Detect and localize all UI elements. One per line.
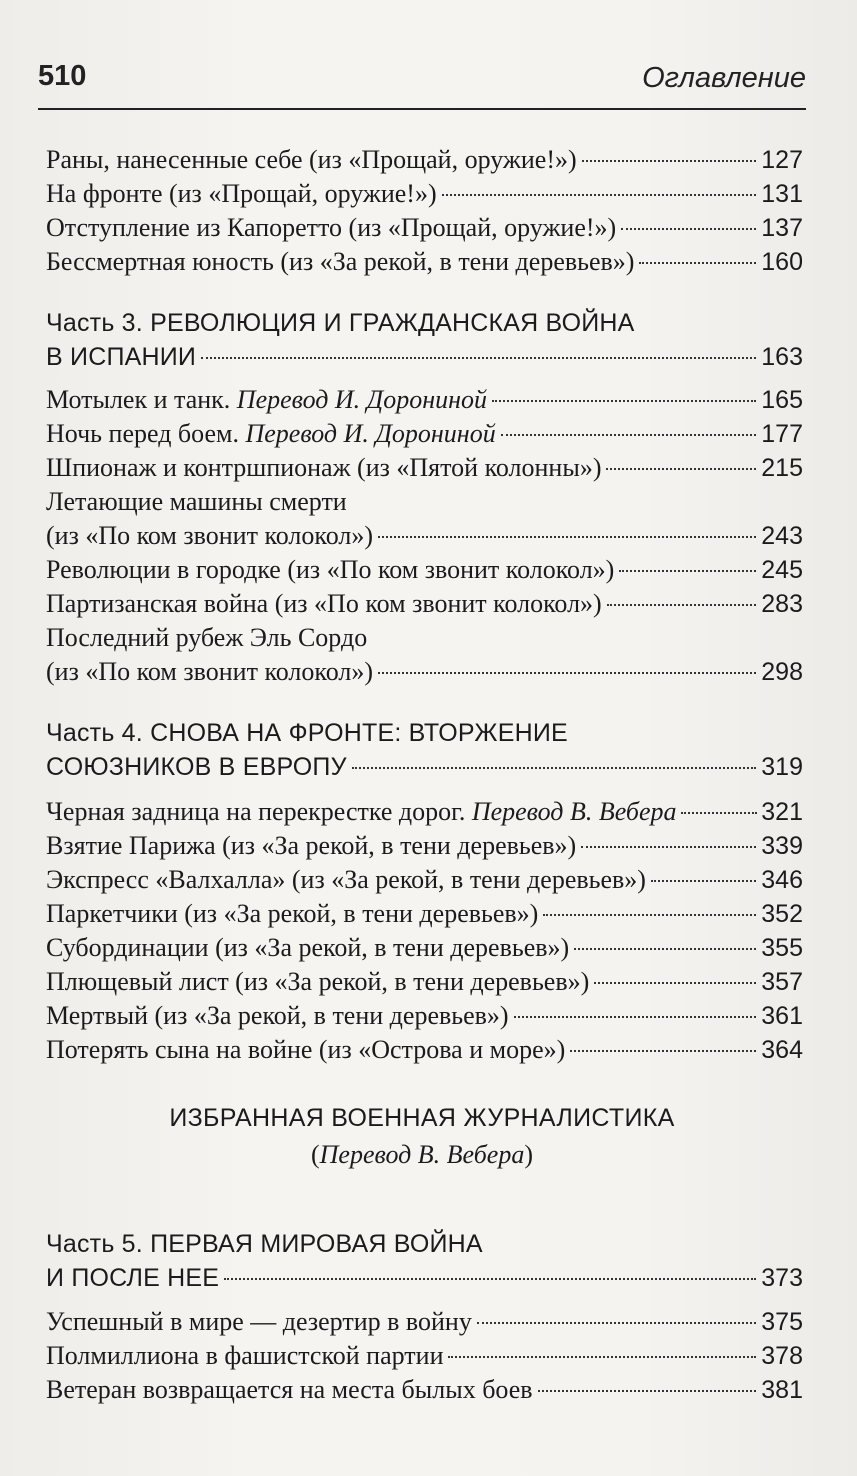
- toc-entry-page: 215: [761, 454, 803, 482]
- part-heading: [46, 340, 803, 374]
- toc-entry-title: Черная задница на перекрестке дорог. Перевод В. Вебера: [46, 797, 677, 826]
- toc-entry-page: 163: [761, 343, 803, 371]
- toc-entry-title: Плющевый лист (из «За рекой, в тени деревьев»): [46, 967, 590, 996]
- toc-entry-title: Экспресс «Валхалла» (из «За рекой, в тени деревьев»): [46, 865, 646, 894]
- toc-entry-page: 352: [761, 900, 803, 928]
- toc-entry-page: 357: [761, 968, 803, 996]
- toc-entry: [46, 1033, 803, 1067]
- toc-entry-title: Мотылек и танк. Перевод И. Дорониной: [46, 385, 488, 414]
- leader-dots: [352, 767, 757, 769]
- part-heading-line: В ИСПАНИИ: [46, 343, 197, 371]
- toc-entry-title: Ночь перед боем. Перевод И. Дорониной: [46, 419, 496, 448]
- leader-dots: [582, 160, 757, 162]
- toc-entry-title: Взятие Парижа (из «За рекой, в тени деревьев»): [46, 831, 577, 860]
- toc-entry-page: 339: [761, 832, 803, 860]
- leader-dots: [442, 194, 757, 196]
- part-heading: [46, 750, 803, 784]
- toc-entry: [46, 1339, 803, 1373]
- toc-entry: [46, 795, 803, 829]
- translator-credit: Перевод И. Дорониной: [245, 419, 496, 448]
- toc-entry-page: 127: [761, 146, 803, 174]
- leader-dots: [651, 880, 756, 882]
- toc-entry: [46, 485, 803, 519]
- leader-dots: [378, 536, 756, 538]
- leader-dots: [492, 400, 756, 402]
- toc-entry-page: 321: [761, 798, 803, 826]
- toc-entry-title: Последний рубеж Эль Сордо: [46, 623, 368, 652]
- toc-entry-title: Мертвый (из «За рекой, в тени деревьев»): [46, 1001, 509, 1030]
- part-heading-line: Часть 5. ПЕРВАЯ МИРОВАЯ ВОЙНА: [46, 1230, 483, 1258]
- leader-dots: [606, 468, 756, 470]
- toc-entry: [46, 245, 803, 279]
- part-heading: [46, 1261, 803, 1295]
- toc-entry-page: 346: [761, 866, 803, 894]
- toc-entry-page: 243: [761, 522, 803, 550]
- toc-entry: [46, 143, 803, 177]
- leader-dots: [378, 672, 756, 674]
- toc-entry-title: Революции в городке (из «По ком звонит колокол»): [46, 555, 615, 584]
- toc-entry-page: 245: [761, 556, 803, 584]
- toc-entry: [46, 553, 803, 587]
- leader-dots: [514, 1016, 757, 1018]
- toc-entry-title: Паркетчики (из «За рекой, в тени деревьев»): [46, 899, 539, 928]
- toc-entry-title: Летающие машины смерти: [46, 487, 347, 516]
- part-heading-line: Часть 3. РЕВОЛЮЦИЯ И ГРАЖДАНСКАЯ ВОЙНА: [46, 309, 635, 337]
- toc-entry: [46, 621, 803, 655]
- leader-dots: [594, 982, 756, 984]
- toc-entry: [46, 897, 803, 931]
- leader-dots: [448, 1356, 756, 1358]
- leader-dots: [570, 1050, 756, 1052]
- toc-entry-page: 378: [761, 1342, 803, 1370]
- toc-entry-title: Успешный в мире — дезертир в войну: [46, 1307, 472, 1336]
- toc-entry-page: 364: [761, 1036, 803, 1064]
- toc-entry-page: 375: [761, 1308, 803, 1336]
- translator-credit: Перевод И. Дорониной: [236, 385, 488, 414]
- toc-entry-title: Ветеран возвращается на места былых боев: [46, 1375, 533, 1404]
- part-heading-line: И ПОСЛЕ НЕЕ: [46, 1264, 220, 1292]
- toc-entry-title: Шпионаж и контршпионаж (из «Пятой колонны»): [46, 453, 602, 482]
- translator-credit: Перевод В. Вебера: [319, 1140, 525, 1169]
- toc-entry-title: На фронте (из «Прощай, оружие!»): [46, 179, 437, 208]
- toc-entry-title: (из «По ком звонит колокол»): [46, 657, 373, 686]
- toc-entry-page: 361: [761, 1002, 803, 1030]
- toc-entry: [46, 587, 803, 621]
- toc-entry-page: 160: [761, 248, 803, 276]
- toc-entry: [46, 1305, 803, 1339]
- leader-dots: [538, 1390, 757, 1392]
- part-heading: [46, 716, 803, 750]
- toc-entry-page: 381: [761, 1376, 803, 1404]
- toc-entry: [46, 417, 803, 451]
- toc-entry: [46, 999, 803, 1033]
- leader-dots: [477, 1322, 756, 1324]
- toc-entry: [46, 655, 803, 689]
- toc-entry-page: 319: [761, 753, 803, 781]
- toc-entry-page: 131: [761, 180, 803, 208]
- toc-entry: [46, 965, 803, 999]
- toc-entry-page: 298: [761, 658, 803, 686]
- running-title: Оглавление: [642, 62, 806, 94]
- leader-dots: [201, 357, 756, 359]
- running-header: [38, 60, 806, 110]
- part-heading: [46, 1227, 803, 1261]
- section-title: ИЗБРАННАЯ ВОЕННАЯ ЖУРНАЛИСТИКА: [169, 1104, 675, 1132]
- toc-entry-title: Раны, нанесенные себе (из «Прощай, оружие!»): [46, 145, 577, 174]
- toc-entry: [46, 863, 803, 897]
- toc-entry-title: Потерять сына на войне (из «Острова и море»): [46, 1035, 566, 1064]
- leader-dots: [621, 228, 756, 230]
- toc-entry-title: (из «По ком звонит колокол»): [46, 521, 373, 550]
- toc-entry-page: 165: [761, 386, 803, 414]
- leader-dots: [224, 1278, 756, 1280]
- leader-dots: [574, 948, 756, 950]
- page-number: 510: [38, 60, 87, 92]
- toc-entry: [46, 383, 803, 417]
- section-subtitle: (Перевод В. Вебера): [310, 1140, 534, 1169]
- toc-entry-title: Отступление из Капоретто (из «Прощай, оружие!»): [46, 213, 617, 242]
- leader-dots: [581, 846, 756, 848]
- toc-entry: [46, 829, 803, 863]
- toc-entry-page: 283: [761, 590, 803, 618]
- part-heading: [46, 306, 803, 340]
- leader-dots: [543, 914, 756, 916]
- part-heading-line: Часть 4. СНОВА НА ФРОНТЕ: ВТОРЖЕНИЕ: [46, 719, 568, 747]
- toc-entry: [46, 211, 803, 245]
- toc-entry: [46, 177, 803, 211]
- toc-entry-page: 355: [761, 934, 803, 962]
- toc-entry-page: 137: [761, 214, 803, 242]
- toc-entry: [46, 519, 803, 553]
- toc-entry-page: 373: [761, 1264, 803, 1292]
- translator-credit: Перевод В. Вебера: [471, 797, 677, 826]
- leader-dots: [619, 570, 756, 572]
- toc-entry: [46, 931, 803, 965]
- leader-dots: [607, 604, 757, 606]
- toc-entry-page: 177: [761, 420, 803, 448]
- toc-entry: [46, 451, 803, 485]
- toc-entry-title: Бессмертная юность (из «За рекой, в тени деревьев»): [46, 247, 635, 276]
- toc-entry-title: Партизанская война (из «По ком звонит колокол»): [46, 589, 602, 618]
- leader-dots: [639, 262, 756, 264]
- toc-entry-title: Субординации (из «За рекой, в тени деревьев»): [46, 933, 570, 962]
- toc-entry: [46, 1373, 803, 1407]
- leader-dots: [681, 812, 758, 814]
- toc-entry-title: Полмиллиона в фашистской партии: [46, 1341, 444, 1370]
- part-heading-line: СОЮЗНИКОВ В ЕВРОПУ: [46, 753, 347, 781]
- leader-dots: [501, 434, 757, 436]
